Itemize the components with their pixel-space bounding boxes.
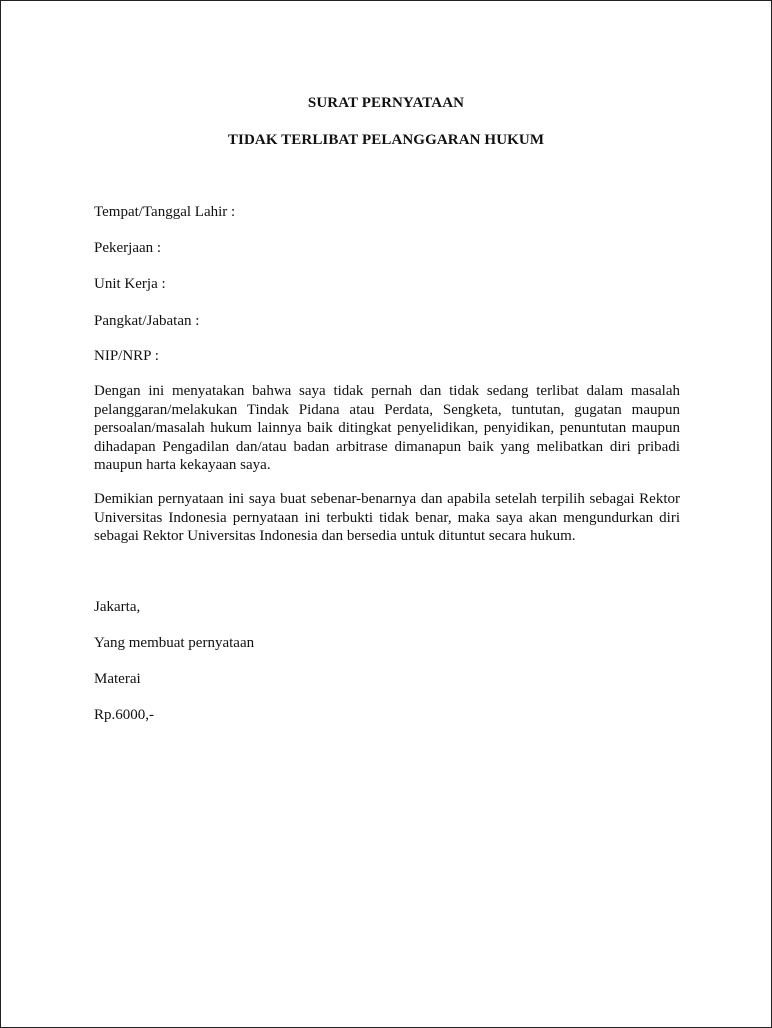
statement-paragraph: Dengan ini menyatakan bahwa saya tidak pernah dan tidak sedang terlibat dalam masalah pelanggaran/melakukan Tindak Pidana atau Perdata, Sengketa, tuntutan, gugatan maupun persoalan/masalah hukum lainnya baik ditingkat penyelidikan, penyidikan, penuntutan maupun dihadapan Pengadilan dan/atau badan arbitrase dimanapun baik yang melibatkan diri pribadi maupun harta kekayaan saya. xyxy=(94,383,680,473)
declaration-paragraph: Demikian pernyataan ini saya buat sebenar-benarnya dan apabila setelah terpilih sebagai Rektor Universitas Indonesia pernyataan ini terbukti tidak benar, maka saya akan mengundurkan diri sebagai Rektor Universitas Indonesia dan bersedia untuk dituntut secara hukum. xyxy=(94,491,680,544)
stamp-label: Materai xyxy=(94,671,141,687)
field-rank-position: Pangkat/Jabatan : xyxy=(94,313,200,329)
stamp-value: Rp.6000,- xyxy=(94,707,154,723)
field-occupation: Pekerjaan : xyxy=(94,240,162,256)
field-birth-place-date: Tempat/Tanggal Lahir : xyxy=(94,204,236,220)
field-nip-nrp: NIP/NRP : xyxy=(94,348,159,364)
field-work-unit: Unit Kerja : xyxy=(94,276,166,292)
closing-place: Jakarta, xyxy=(94,599,141,615)
closing-signer: Yang membuat pernyataan xyxy=(94,635,255,651)
document-subtitle: TIDAK TERLIBAT PELANGGARAN HUKUM xyxy=(227,132,545,148)
document-title: SURAT PERNYATAAN xyxy=(307,95,465,111)
